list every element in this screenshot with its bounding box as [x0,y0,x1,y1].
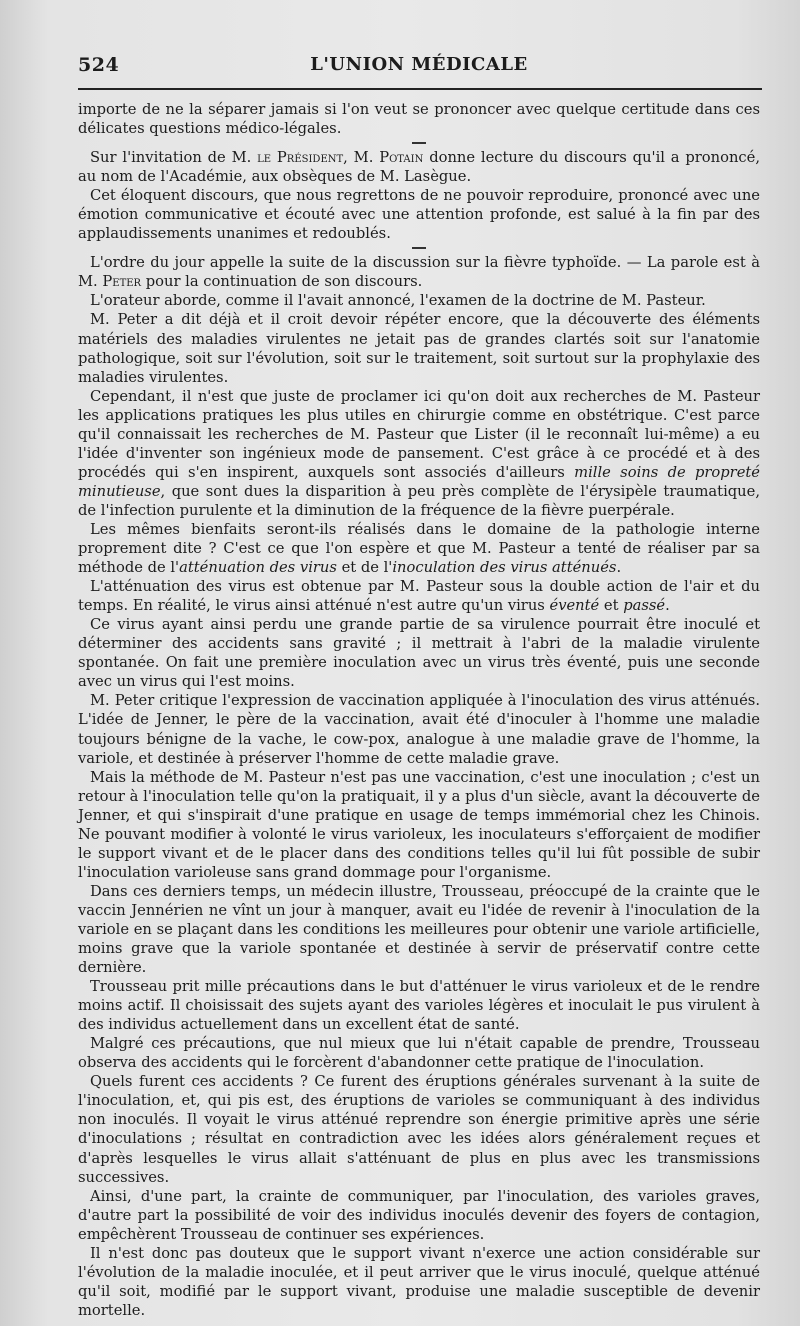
paragraph: Trousseau prit mille précautions dans le but d'atténuer le virus varioleux et de le rendre moins actif. Il choisissait des sujets ayant des varioles légères et inoculait le pus virulent à des individus actuellement dans un excellent état de santé. [78,978,760,1034]
paragraph: Quels furent ces accidents ? Ce furent des éruptions générales survenant à la suite de l'inoculation, et, qui pis est, des éruptions de varioles se communiquant à des individus non inoculés. Il voyait le virus atténué reprendre son énergie primitive après une série d'inoculations ; résultat en contradiction avec les idées alors généralement reçues et d'après lesquelles le virus allait s'atténuant de plus en plus avec les transmissions successives. [78,1073,760,1186]
paragraph: Les mêmes bienfaits seront-ils réalisés dans le domaine de la pathologie interne proprement dite ? C'est ce que l'on espère et que M. Pasteur a tenté de réaliser par sa méthode de l'atténuation des virus et de l'inoculation des virus atténués. [78,520,760,577]
paragraph: L'orateur aborde, comme il l'avait annoncé, l'examen de la doctrine de M. Pasteur. [90,292,706,310]
paragraph: L'ordre du jour appelle la suite de la discussion sur la fièvre typhoïde. — La parole est à M. Peter pour la continuation de son discours. [78,254,760,291]
page-header [78,50,760,80]
header-rule [78,88,762,90]
page-number: 524 [78,54,120,76]
running-title: L'UNION MÉDICALE [310,54,528,75]
paragraph: Sur l'invitation de M. le Président, M. Potain donne lecture du discours qu'il a prononcé, au nom de l'Académie, aux obsèques de M. Lasègue. [78,149,760,186]
paragraph: M. Peter a dit déjà et il croit devoir répéter encore, que la découverte des éléments matériels des maladies virulentes ne jetait pas de grandes clartés soit sur l'anatomie pathologique, soit sur l'évolution, soit sur le traitement, soit surtout sur la prophylaxie des maladies virulentes. [78,311,760,386]
paragraph: Mais la méthode de M. Pasteur n'est pas une vaccination, c'est une inoculation ; c'est un retour à l'inoculation telle qu'on la pratiquait, il y a plus d'un siècle, avant la découverte de Jenner, et qui s'inspirait d'une pratique en usage de temps immémorial chez les Chinois. Ne pouvant modifier à volonté le virus varioleux, les inoculateurs s'efforçaient de modifier le support vivant et de le placer dans des conditions telles qu'il lui fût possible de subir l'inoculation varioleuse sans grand dommage pour l'organisme. [78,768,760,881]
paragraph: Dans ces derniers temps, un médecin illustre, Trousseau, préoccupé de la crainte que le vaccin Jennérien ne vînt un jour à manquer, avait eu l'idée de revenir à l'inoculation de la variole en se plaçant dans les conditions les meilleures pour obtenir une variole artificielle, moins grave que la variole spontanée et destinée à servir de préservatif contre cette dernière. [78,882,760,977]
paragraph: Ainsi, d'une part, la crainte de communiquer, par l'inoculation, des varioles graves, d'autre part la possibilité de voir des individus inoculés devenir des foyers de contagion, empêchèrent Trousseau de continuer ses expériences. [78,1187,760,1243]
paragraph: Cet éloquent discours, que nous regrettons de ne pouvoir reproduire, prononcé avec une émotion communicative et écouté avec une attention profonde, est salué à la fin par des applaudissements unanimes et redoublés. [78,187,760,243]
paragraph: M. Peter critique l'expression de vaccination appliquée à l'inoculation des virus atténués. L'idée de Jenner, le père de la vaccination, avait été d'inoculer à l'homme une maladie toujours bénigne de la vache, le cow-pox, analogue à une maladie grave de l'homme, la variole, et destinée à préserver l'homme de cette maladie grave. [78,692,760,767]
paragraph: importe de ne la séparer jamais si l'on veut se prononcer avec quelque certitude dans ces délicates questions médico-légales. [78,101,760,138]
section-separator [412,247,426,249]
article-body [78,100,760,1320]
paragraph: Ce virus ayant ainsi perdu une grande partie de sa virulence pourrait être inoculé et déterminer des accidents sans gravité ; il mettrait à l'abri de la maladie virulente spontanée. On fait une première inoculation avec un virus très éventé, puis une seconde avec un virus qui l'est moins. [78,616,760,691]
paragraph: Cependant, il n'est que juste de proclamer ici qu'on doit aux recherches de M. Pasteur les applications pratiques les plus utiles en chirurgie comme en obstétrique. C'est parce qu'il connaissait les recherches de M. Pasteur que Lister (il le reconnaît lui-même) a eu l'idée d'inventer son ingénieux mode de pansement. C'est grâce à ce procédé et à des procédés qui s'en inspirent, auxquels sont associés d'ailleurs mille soins de propreté minutieuse, que sont dues la disparition à peu près complète de l'érysipèle traumatique, de l'infection purulente et la diminution de la fréquence de la fièvre puerpérale. [78,387,760,519]
paragraph: Il n'est donc pas douteux que le support vivant n'exerce une action considérable sur l'évolution de la maladie inoculée, et il peut arriver que le virus inoculé, quelque atténué qu'il soit, modifié par le support vivant, produise une maladie susceptible de devenir mortelle. [78,1244,760,1319]
paragraph: L'atténuation des virus est obtenue par M. Pasteur sous la double action de l'air et du temps. En réalité, le virus ainsi atténué n'est autre qu'un virus éventé et passé. [78,578,760,615]
paragraph: Malgré ces précautions, que nul mieux que lui n'était capable de prendre, Trousseau observa des accidents qui le forcèrent d'abandonner cette pratique de l'inoculation. [78,1035,760,1072]
section-separator [412,142,426,144]
